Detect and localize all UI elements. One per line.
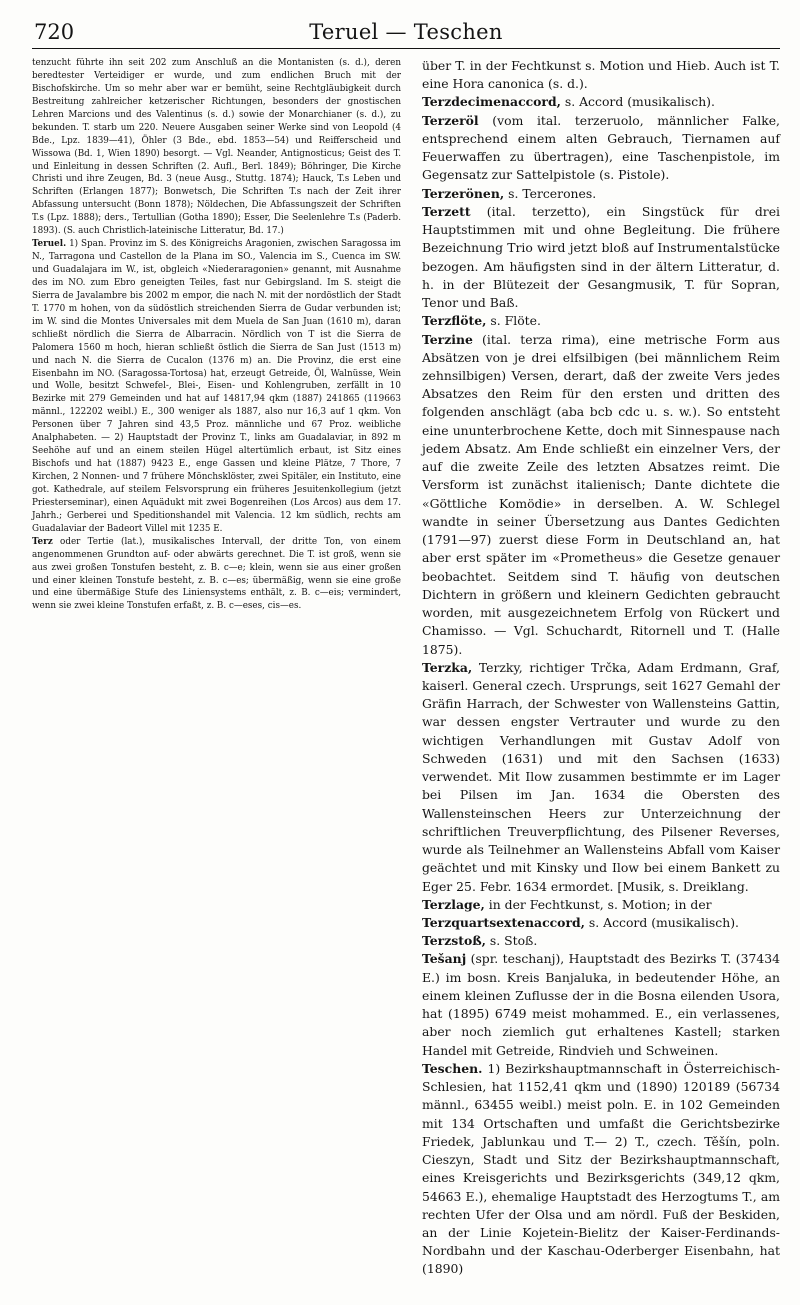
entry-text: 1) Span. Provinz im S. des Königreichs Aragonien, zwischen Saragossa im N., Tarragona und Castellon de la Plana im SO., Valencia im S., Cuenca im SW. und Guadalajara im W., ist, obgleich «Niederaragonien» genannt, mit Ausnahme des im NO. zum Ebro geneigten Teiles, fast nur Gebirgsland. Im S. steigt die Sierra de Javalambre bis 2002 m empor, die nach N. mit der nordöstlich der Stadt T. 1770 m hohen, von da südöstlich streichenden Sierra de Gudar verbunden ist; im W. sind die Montes Universales mit dem Muela de San Juan (1610 m), daran schließt nördlich die Sierra de Albarracin. Nördlich von T ist die Sierra de Palomera 1560 m hoch, hieran schließt östlich die Sierra de San Just (1513 m) und nach N. die Sierra de Cucalon (1376 m) an. Die Provinz, die erst eine Eisenbahn im NO. (Saragossa-Tortosa) hat, erzeugt Getreide, Öl, Walnüsse, Wein und Wolle, besitzt Schwefel-, Blei-, Eisen- und Kohlengruben, zerfällt in 10 Bezirke mit 279 Gemeinden und hat auf 14817,94 qkm (1887) 241865 (119663 männl., 122202 weibl.) E., 300 weniger als 1887, also nur 16,3 auf 1 qkm. Von Personen über 7 Jahren sind 43,5 Proz. männliche und 67 Proz. weibliche Analphabeten. — 2) Hauptstadt der Provinz T., links am Guadalaviar, in 892 m Seehöhe auf und an einem steilen Hügel altertümlich erbaut, ist Sitz eines Bischofs und hat (1887) 9423 E., enge Gassen und kleine Plätze, 7 Thore, 7 Kirchen, 2 Nonnen- und 7 frühere Mönchsklöster, zwei Spitäler, ein Instituto, eine got. Kathedrale, auf steilem Felsvorsprung ein früheres Jesuitenkollegium (jetzt Priesterseminar), einen Aquädukt mit zwei Bogenreihen (Los Arcos) aus dem 17. Jahrh.; Gerberei und Speditionshandel mit Valencia. 12 km südlich, rechts am Guadalaviar der Badeort Villel mit 1235 E. bbox=[32, 239, 401, 534]
running-title: Teruel — Teschen bbox=[309, 20, 503, 44]
dictionary-entry bbox=[32, 238, 401, 536]
entry-text: über T. in der Fechtkunst s. Motion und Hieb. Auch ist T. eine Hora canonica (s. d.). bbox=[422, 58, 780, 92]
dictionary-entry bbox=[422, 1060, 780, 1279]
entry-headword: Terzquartsextenaccord, bbox=[422, 915, 585, 931]
dictionary-entry bbox=[422, 331, 780, 659]
dictionary-entry bbox=[422, 185, 780, 203]
entry-headword: Terz bbox=[32, 536, 53, 547]
entry-headword: Terzlage, bbox=[422, 896, 485, 912]
left-column bbox=[32, 57, 401, 1279]
dictionary-entry bbox=[422, 950, 780, 1059]
text-columns bbox=[32, 57, 780, 1279]
entry-text: (vom ital. terzeruolo, männlicher Falke, entsprechend einem alten Gebrauch, Tiernamen auf Feuerwaffen zu übertragen), eine Taschenpistole, im Gegensatz zur Sattelpistole (s. Pistole). bbox=[422, 112, 780, 183]
entry-text: (ital. terzetto), ein Singstück für drei Hauptstimmen mit und ohne Begleitung. Die frühere Bezeichnung Trio wird jetzt bloß auf Instrumentalstücke bezogen. Am häufigsten sind in der ältern Litteratur, d. h. in der Blütezeit der Gesangmusik, T. für Sopran, Tenor und Baß. bbox=[422, 203, 780, 311]
dictionary-entry bbox=[32, 536, 401, 614]
entry-headword: Terzstoß, bbox=[422, 933, 486, 949]
dictionary-entry bbox=[422, 57, 780, 93]
entry-headword: Terzett bbox=[422, 203, 471, 219]
entry-text: s. Tercerones. bbox=[504, 185, 597, 201]
page-number: 720 bbox=[34, 20, 75, 44]
entry-headword: Terzdecimenaccord, bbox=[422, 94, 561, 110]
dictionary-entry bbox=[422, 203, 780, 312]
dictionary-entry bbox=[422, 896, 780, 914]
entry-headword: Terzflöte, bbox=[422, 313, 487, 329]
entry-headword: Teschen. bbox=[422, 1060, 483, 1076]
entry-headword: Terzeröl bbox=[422, 112, 479, 128]
dictionary-entry bbox=[422, 312, 780, 330]
entry-text: tenzucht führte ihn seit 202 zum Anschluß an die Montanisten (s. d.), deren beredtester Verteidiger er wurde, und zum endlichen Bruch mit der Bischofskirche. Um so mehr aber war er bemüht, seine Rechtgläubigkeit durch Bestreitung zahlreicher ketzerischer Richtungen, besonders der gnostischen Lehren Marcions und des Valentinus (s. d.) sowie der Monarchianer (s. d.), zu bekunden. T. starb um 220. Neuere Ausgaben seiner Werke sind von Leopold (4 Bde., Lpz. 1839—41), Öhler (3 Bde., ebd. 1853—54) und Reifferscheid und Wissowa (Bd. 1, Wien 1890) besorgt. — Vgl. Neander, Antignosticus; Geist des T. und Einleitung in dessen Schriften (2. Aufl., Berl. 1849); Böhringer, Die Kirche Christi und ihre Zeugen, Bd. 3 (neue Ausg., Stuttg. 1874); Hauck, T.s Leben und Schriften (Erlangen 1877); Bonwetsch, Die Schriften T.s nach der Zeit ihrer Abfassung untersucht (Bonn 1878); Nöldechen, Die Abfassungszeit der Schriften T.s (Lpz. 1888); ders., Tertullian (Gotha 1890); Esser, Die Seelenlehre T.s (Paderb. 1893). (S. auch Christlich-lateinische Litteratur, Bd. 17.) bbox=[32, 58, 401, 237]
dictionary-entry bbox=[422, 914, 780, 932]
entry-headword: Terzka, bbox=[422, 659, 473, 675]
entry-text: (spr. teschanj), Hauptstadt des Bezirks T. (37434 E.) im bosn. Kreis Banjaluka, in bedeutender Höhe, an einem kleinen Zuflusse der in die Bosna eilenden Usora, hat (1895) 6749 meist mohammed. E., ein verlassenes, aber noch ziemlich gut erhaltenes Kastell; starken Handel mit Getreide, Rindvieh und Schweinen. bbox=[422, 951, 780, 1058]
entry-headword: Terzine bbox=[422, 331, 473, 347]
page-header bbox=[32, 14, 780, 49]
entry-headword: Tešanj bbox=[422, 951, 467, 967]
entry-text: 1) Bezirkshauptmannschaft in Österreichisch-Schlesien, hat 1152,41 qkm und (1890) 120189 (56734 männl., 63455 weibl.) meist poln. E. in 102 Gemeinden mit 134 Ortschaften und umfaßt die Gerichtsbezirke Friedek, Jablunkau und T.— 2) T., czech. Těšín, poln. Cieszyn, Stadt und Sitz der Bezirkshauptmannschaft, eines Kreisgerichts und Bezirksgerichts (349,12 qkm, 54663 E.), ehemalige Hauptstadt des Herzogtums T., am rechten Ufer der Olsa und am nördl. Fuß der Beskiden, an der Linie Kojetein-Bielitz der Kaiser-Ferdinands-Nordbahn und der Kaschau-Oderberger Eisenbahn, hat (1890) bbox=[422, 1060, 780, 1277]
entry-headword: Teruel. bbox=[32, 239, 67, 250]
entry-text: (ital. terza rima), eine metrische Form aus Absätzen von je drei elfsilbigen (bei männlichem Reim zehnsilbigen) Versen, derart, daß der zweite Vers jedes Absatzes den Reim für den ersten und dritten des folgenden anschlägt (aba bcb cdc u. s. w.). So entsteht eine ununterbrochene Kette, doch mit Sinnespause nach jedem Absatz. Am Ende schließt ein einzelner Vers, der auf die zweite Zeile des letzten Absatzes reimt. Die Versform ist zunächst italienisch; Dante dichtete die «Göttliche Komödie» in derselben. A. W. Schlegel wandte in seiner Übersetzung aus Dantes Gedichten (1791—97) zuerst diese Form in Deutschland an, hat aber erst später im «Prometheus» die Gesetze genauer beobachtet. Seitdem sind T. häufig von deutschen Dichtern in größern und kleinern Gedichten gebraucht worden, mit ausgezeichnetem Erfolg von Rückert und Chamisso. — Vgl. Schuchardt, Ritornell und T. (Halle 1875). bbox=[422, 331, 780, 657]
entry-text: s. Accord (musikalisch). bbox=[584, 915, 739, 931]
entry-text: s. Stoß. bbox=[485, 933, 538, 949]
right-column bbox=[422, 57, 780, 1279]
dictionary-entry bbox=[32, 57, 401, 238]
dictionary-entry bbox=[422, 93, 780, 111]
entry-headword: Terzerönen, bbox=[422, 185, 505, 201]
entry-text: Terzky, richtiger Trčka, Adam Erdmann, Graf, kaiserl. General czech. Ursprungs, seit 1627 Gemahl der Gräfin Harrach, der Schwester von Wallensteins Gattin, war dessen engster Vertrauter und wurde zu den wichtigen Verhandlungen mit Gustav Adolf von Schweden (1631) und mit den Sachsen (1633) verwendet. Mit Ilow zusammen bestimmte er im Lager bei Pilsen im Jan. 1634 die Obersten des Wallensteinschen Heers zur Unterzeichnung der schriftlichen Treuverpflichtung, des Pilsener Reverses, wurde als Teilnehmer an Wallensteins Abfall vom Kaiser geächtet und mit Kinsky und Ilow bei einem Bankett zu Eger 25. Febr. 1634 ermordet. [Musik, s. Dreiklang. bbox=[422, 659, 780, 894]
dictionary-entry bbox=[422, 932, 780, 950]
entry-text: in der Fechtkunst, s. Motion; in der bbox=[484, 896, 712, 912]
entry-text: s. Flöte. bbox=[486, 313, 541, 329]
dictionary-entry bbox=[422, 659, 780, 896]
entry-text: oder Tertie (lat.), musikalisches Intervall, der dritte Ton, von einem angenommenen Grundton auf- oder abwärts gerechnet. Die T. ist groß, wenn sie aus zwei großen Tonstufen besteht, z. B. c—e; klein, wenn sie aus einer großen und einer kleinen Tonstufe besteht, z. B. c—es; übermäßig, wenn sie eine große und eine übermäßige Stufe des Liniensystems enthält, z. B. c—eis; vermindert, wenn sie zwei kleine Tonstufen erfaßt, z. B. c—eses, cis—es. bbox=[32, 536, 401, 612]
entry-text: s. Accord (musikalisch). bbox=[560, 94, 715, 110]
dictionary-entry bbox=[422, 112, 780, 185]
